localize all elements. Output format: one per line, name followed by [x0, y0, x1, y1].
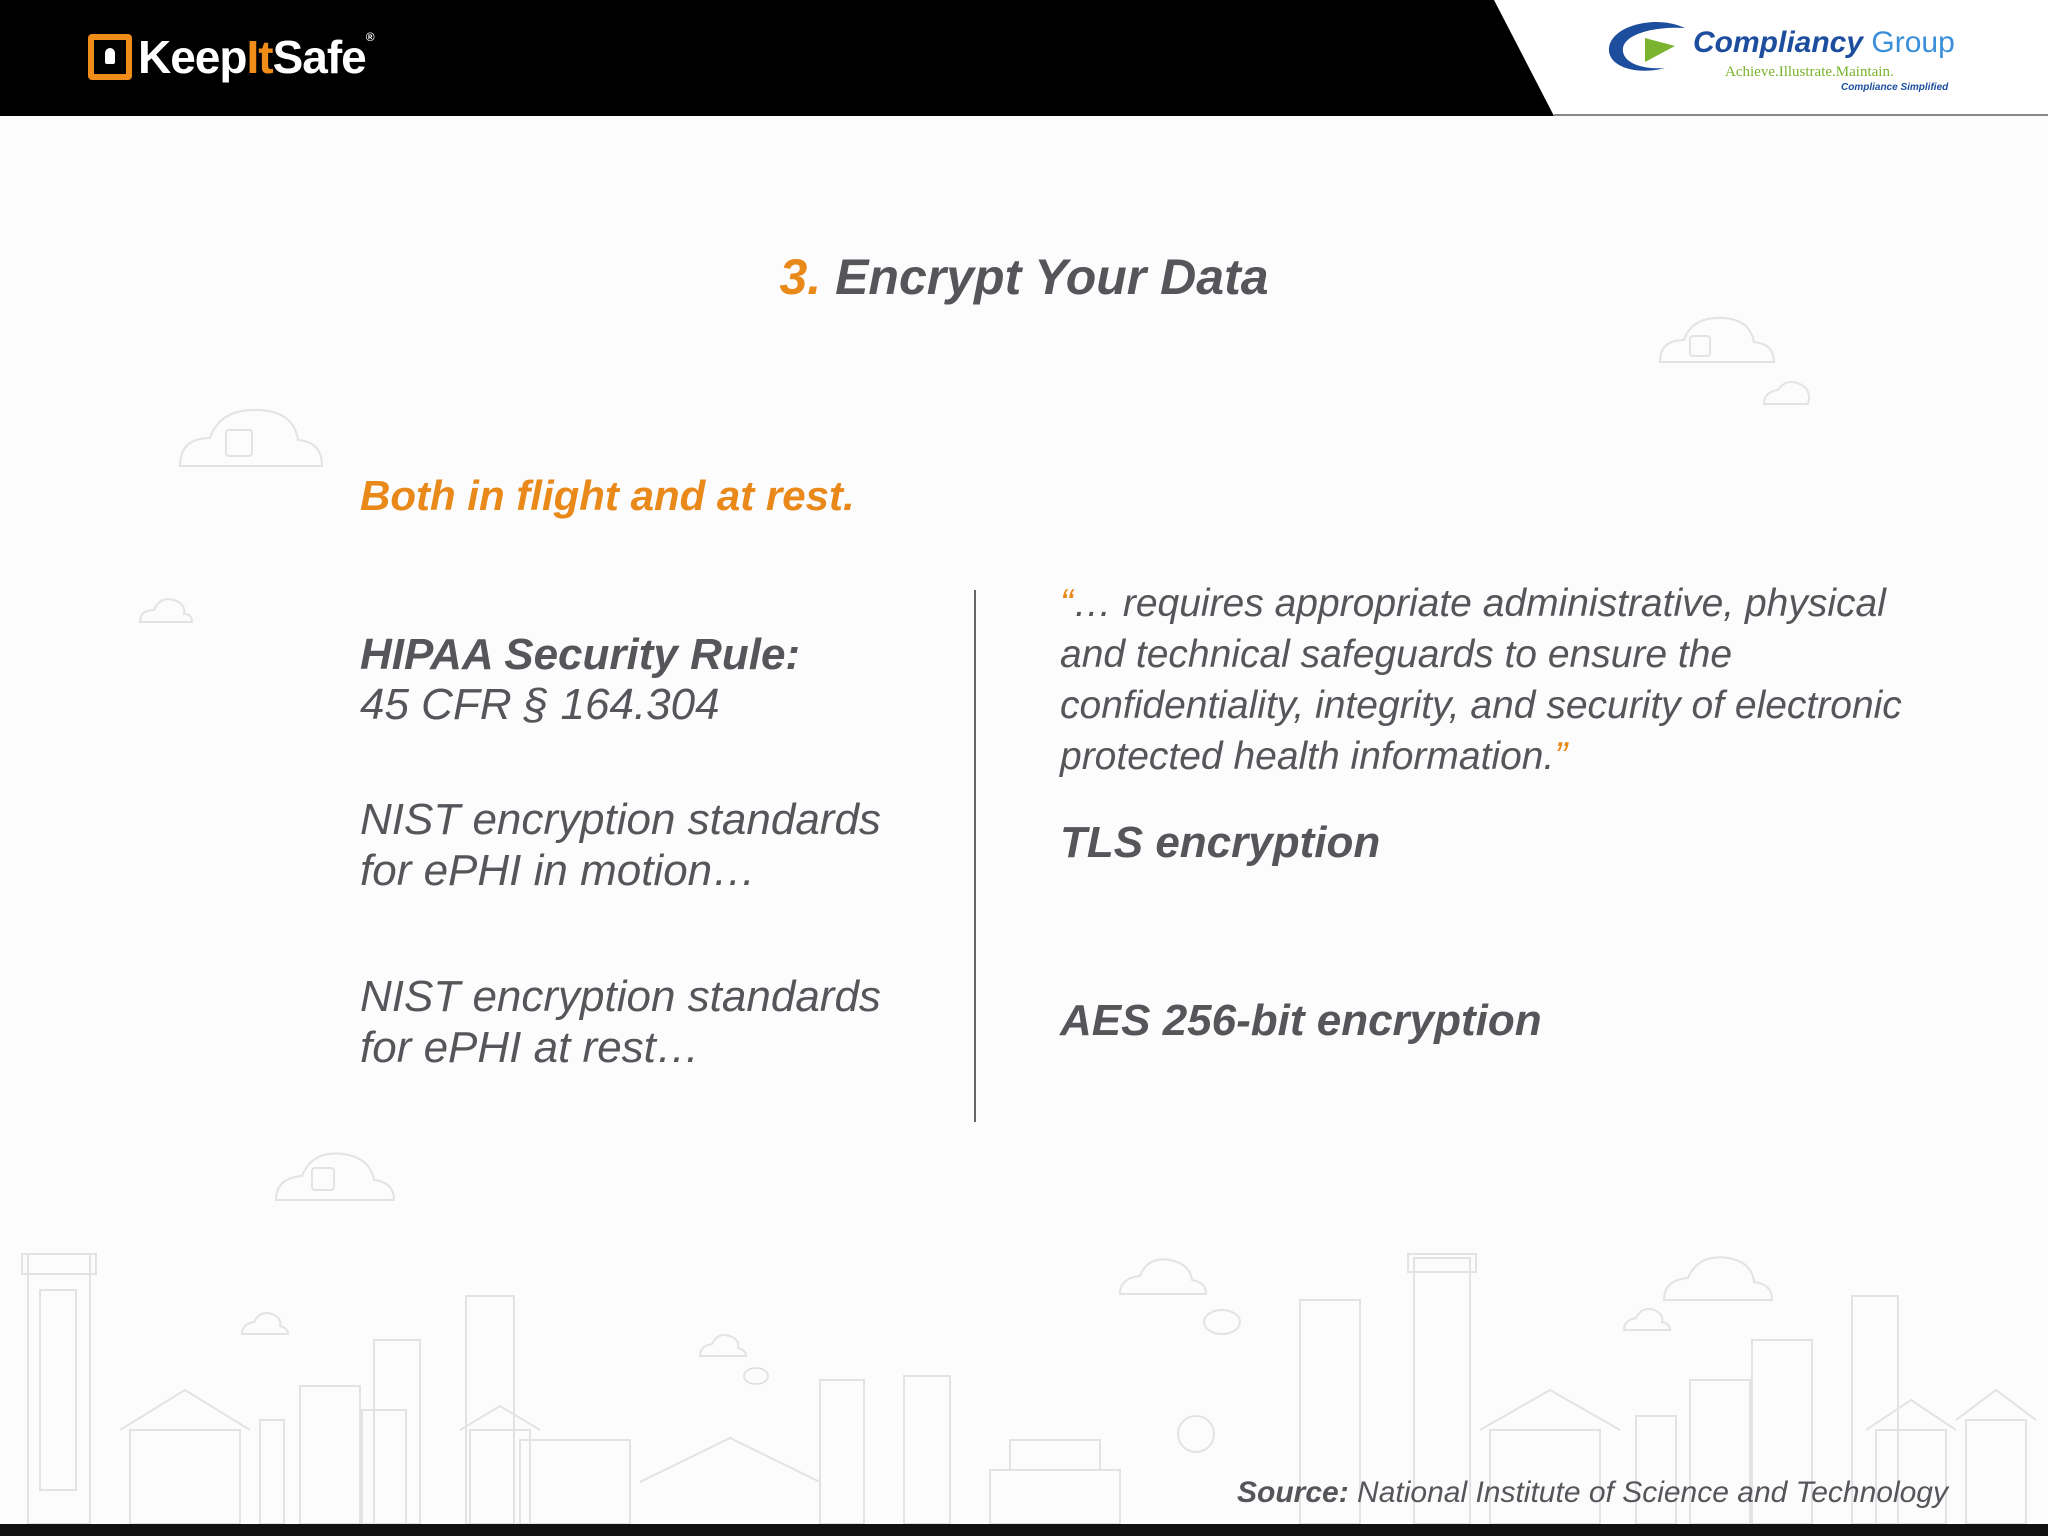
- source-label: Source:: [1237, 1476, 1349, 1509]
- bottom-border: [0, 1524, 2048, 1536]
- compliancy-group-subtitle: Compliance Simplified: [1841, 82, 1949, 93]
- quote-close-mark: ”: [1554, 735, 1568, 778]
- nist-in-motion-label: NIST encryption standards for ePHI in motion…: [360, 795, 881, 895]
- nist-at-rest-label: NIST encryption standards for ePHI at rest…: [360, 972, 881, 1072]
- compliancy-group-logo[interactable]: [1605, 18, 1965, 98]
- slide-title-number: 3.: [779, 249, 822, 305]
- keepitsafe-logo[interactable]: [88, 22, 374, 92]
- slide-subtitle: Both in flight and at rest.: [360, 472, 855, 519]
- column-divider: [974, 590, 976, 1122]
- keepitsafe-wordmark: KeepItSafe®: [138, 30, 374, 83]
- quote-open-mark: “: [1060, 582, 1073, 625]
- slide-title: [0, 248, 2048, 306]
- hipaa-rule-reference: 45 CFR § 164.304: [360, 680, 720, 729]
- aes-encryption-label: AES 256-bit encryption: [1060, 996, 1542, 1045]
- hipaa-quote: [1060, 578, 1940, 782]
- tls-encryption-label: TLS encryption: [1060, 818, 1381, 867]
- compliancy-group-name: Compliancy Group: [1693, 26, 1955, 59]
- swoosh-icon: [1605, 18, 1691, 78]
- source-citation: [1237, 1476, 1948, 1510]
- quote-text: … requires appropriate administrative, physical and technical safeguards to ensure the confidentiality, integrity, and security of electronic protected health information.: [1060, 582, 1902, 778]
- hipaa-rule-heading: [360, 630, 800, 730]
- header-bar: [0, 0, 2048, 116]
- compliancy-group-tagline: Achieve.Illustrate.Maintain.: [1725, 64, 1894, 80]
- source-text: National Institute of Science and Technology: [1357, 1476, 1948, 1509]
- padlock-icon: [88, 34, 132, 80]
- hipaa-rule-label: HIPAA Security Rule:: [360, 630, 801, 679]
- slide-title-text: Encrypt Your Data: [835, 249, 1269, 305]
